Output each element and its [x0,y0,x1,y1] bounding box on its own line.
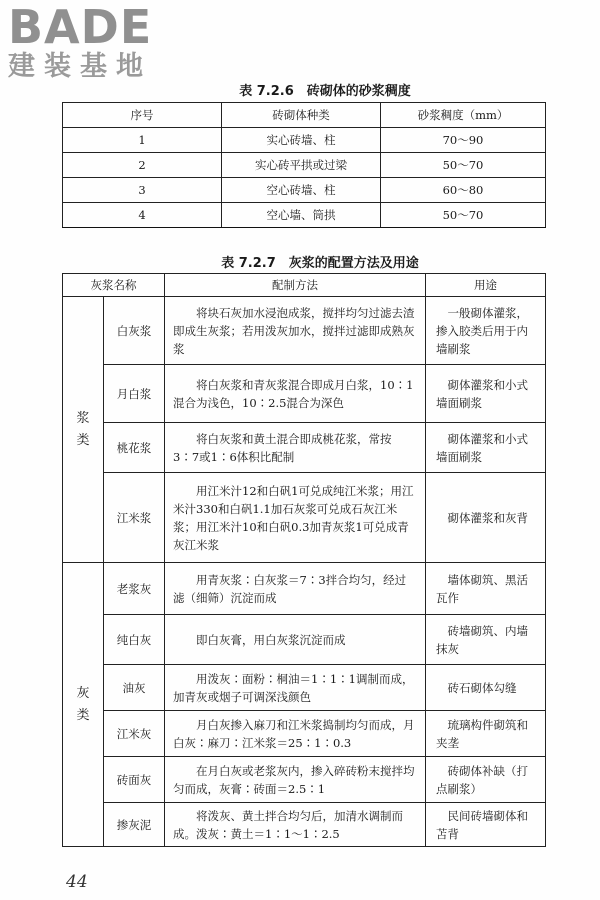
table2-header-cell: 灰浆名称 [63,274,165,297]
slurry-name-cell: 江米浆 [104,473,165,563]
table-cell: 50～70 [381,203,546,228]
usage-cell: 砌体灌浆和小式墙面刷浆 [426,365,546,423]
table-cell: 实心砖墙、柱 [222,128,381,153]
group-label: 灰类 [76,685,90,723]
usage-cell: 一般砌体灌浆，掺入胶类后用于内墙刷浆 [426,297,546,365]
table-row [63,615,546,665]
preparation-method-cell: 在月白灰或老浆灰内，掺入碎砖粉末搅拌均匀而成，灰膏∶砖面＝2.5∶1 [165,757,426,803]
table-row [63,473,546,563]
table-row [63,203,546,228]
table2-caption: 表 7.2.7 灰浆的配置方法及用途 [221,256,419,271]
group-label-cell [63,563,104,847]
usage-cell: 砖墙砌筑、内墙抹灰 [426,615,546,665]
preparation-method-cell: 用青灰浆∶白灰浆＝7∶3拌合均匀，经过滤（细筛）沉淀而成 [165,563,426,615]
table-cell: 60～80 [381,178,546,203]
table-cell: 1 [63,128,222,153]
table-cell: 空心砖墙、柱 [222,178,381,203]
table-cell: 4 [63,203,222,228]
preparation-method-cell: 将泼灰、黄土拌合均匀后，加清水调制而成。泼灰∶黄土＝1∶1～1∶2.5 [165,803,426,847]
mortar-consistency-table [62,102,546,228]
slurry-name-cell: 油灰 [104,665,165,711]
table-cell: 2 [63,153,222,178]
preparation-method-cell: 月白灰掺入麻刀和江米浆捣制均匀而成，月白灰∶麻刀∶江米浆＝25∶1∶0.3 [165,711,426,757]
table1-body [63,128,546,228]
slurry-name-cell: 掺灰泥 [104,803,165,847]
table2-body [63,297,546,847]
group-label-cell [63,297,104,563]
table-row [63,563,546,615]
table-cell: 3 [63,178,222,203]
slurry-name-cell: 砖面灰 [104,757,165,803]
preparation-method-cell: 用泼灰∶面粉∶桐油＝1∶1∶1调制而成，加青灰或烟子可调深浅颜色 [165,665,426,711]
preparation-method-cell: 即白灰膏，用白灰浆沉淀而成 [165,615,426,665]
lime-slurry-table [62,273,546,847]
table1-caption: 表 7.2.6 砖砌体的砂浆稠度 [239,84,411,99]
table2-header-row [63,274,546,297]
table1-header-cell: 砂浆稠度（mm） [381,103,546,128]
table-row [63,423,546,473]
table2-header-cell: 配制方法 [165,274,426,297]
usage-cell: 琉璃构件砌筑和夹垄 [426,711,546,757]
preparation-method-cell: 用江米汁12和白矾1可兑成纯江米浆；用江米汁330和白矾1.1加石灰浆可兑成石灰江米浆；用江米汁10和白矾0.3加青灰浆1可兑成青灰江米浆 [165,473,426,563]
usage-cell: 民间砖墙砌体和苫背 [426,803,546,847]
table-row [63,757,546,803]
table-row [63,711,546,757]
logo-subtitle: 建装基地 [8,51,152,82]
brand-logo [8,0,188,82]
slurry-name-cell: 桃花浆 [104,423,165,473]
slurry-name-cell: 月白浆 [104,365,165,423]
preparation-method-cell: 将块石灰加水浸泡成浆，搅拌均匀过滤去渣即成生灰浆；若用泼灰加水，搅拌过滤即成熟灰浆 [165,297,426,365]
group-label: 浆类 [76,410,90,448]
usage-cell: 墙体砌筑、黑活瓦作 [426,563,546,615]
usage-cell: 砖石砌体勾缝 [426,665,546,711]
table-cell: 70～90 [381,128,546,153]
slurry-name-cell: 江米灰 [104,711,165,757]
table1-header-cell: 序号 [63,103,222,128]
table-row [63,665,546,711]
usage-cell: 砌体灌浆和灰背 [426,473,546,563]
slurry-name-cell: 纯白灰 [104,615,165,665]
logo-brand-text: BADE [8,0,153,54]
preparation-method-cell: 将白灰浆和黄土混合即成桃花浆，常按3∶7或1∶6体积比配制 [165,423,426,473]
table-row [63,297,546,365]
table-cell: 空心墙、筒拱 [222,203,381,228]
table1-header-row [63,103,546,128]
table-row [63,153,546,178]
table-row [63,365,546,423]
usage-cell: 砌体灌浆和小式墙面刷浆 [426,423,546,473]
table-row [63,803,546,847]
slurry-name-cell: 老浆灰 [104,563,165,615]
page-number: 44 [66,872,88,892]
table2-header-cell: 用途 [426,274,546,297]
usage-cell: 砖砌体补缺（打点刷浆） [426,757,546,803]
table-row [63,178,546,203]
table-cell: 实心砖平拱或过梁 [222,153,381,178]
preparation-method-cell: 将白灰浆和青灰浆混合即成月白浆，10∶1混合为浅色，10∶2.5混合为深色 [165,365,426,423]
table-cell: 50～70 [381,153,546,178]
table-row [63,128,546,153]
slurry-name-cell: 白灰浆 [104,297,165,365]
table1-header-cell: 砖砌体种类 [222,103,381,128]
